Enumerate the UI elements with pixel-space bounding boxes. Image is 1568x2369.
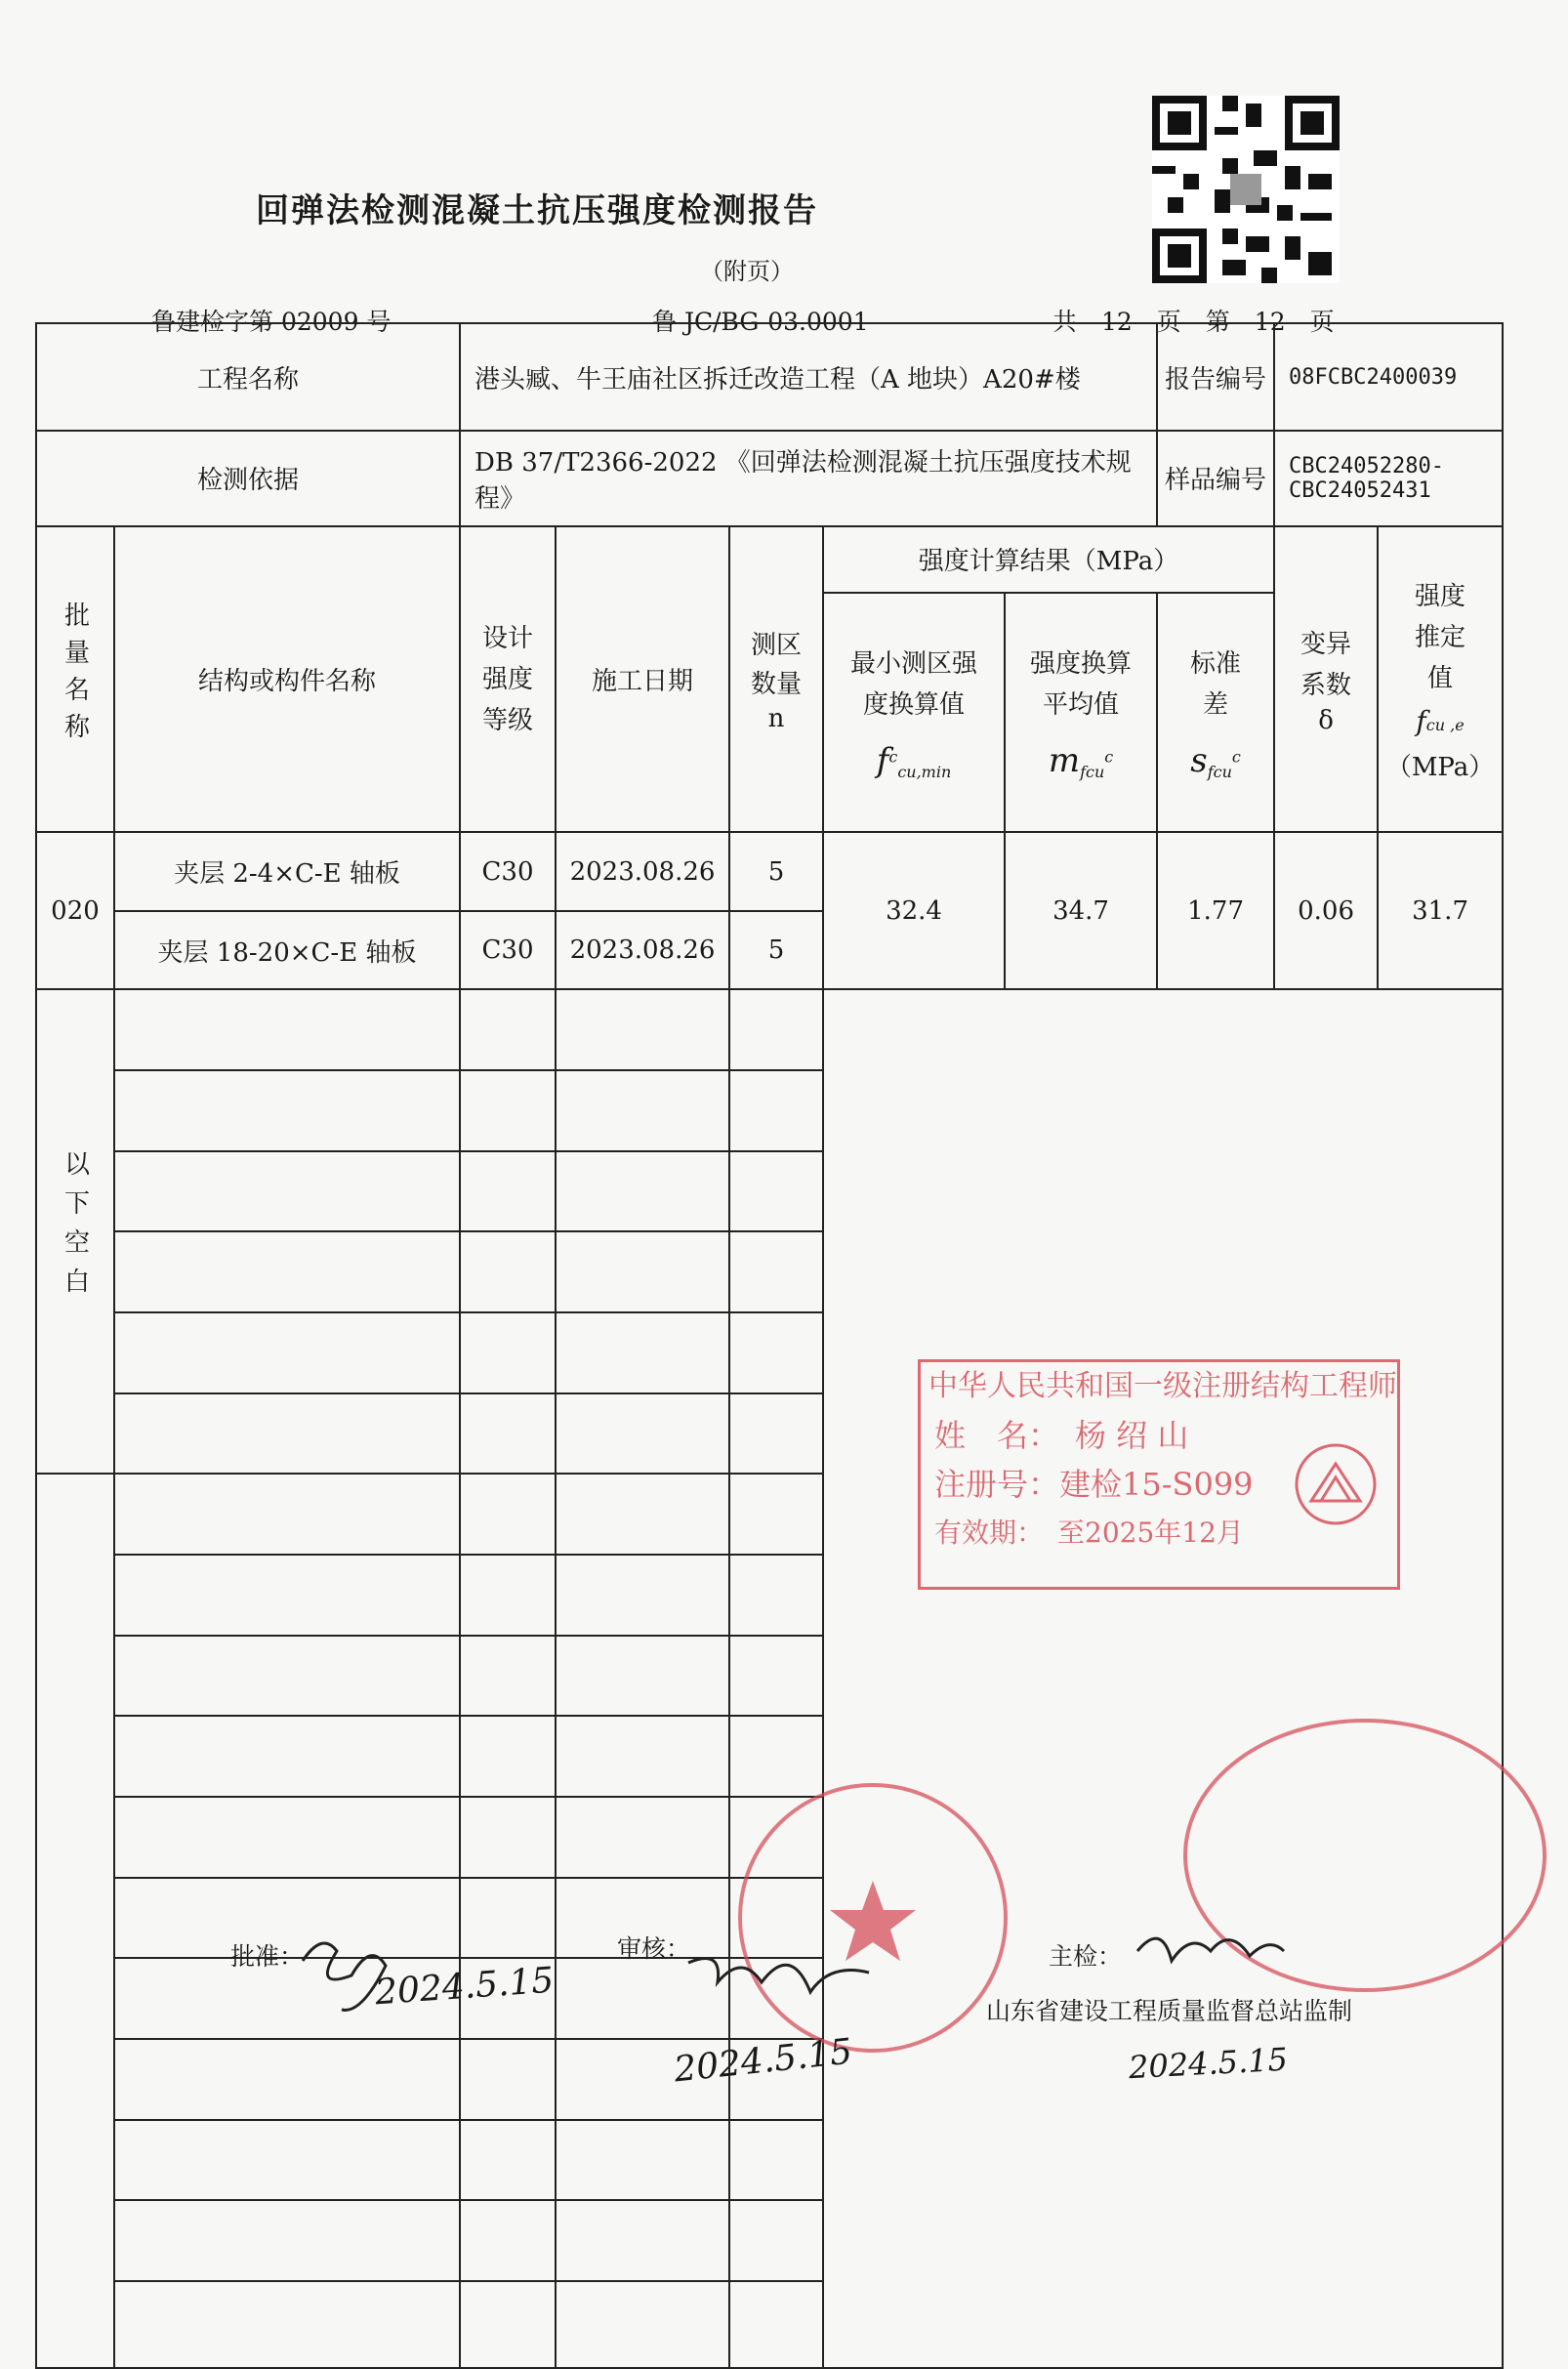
approve-label: 批准：	[230, 1942, 305, 1971]
blank-cell	[114, 2200, 460, 2281]
member-1: 夹层 2-4×C-E 轴板	[114, 832, 460, 911]
report-no-value: 08FCBC2400039	[1274, 323, 1503, 431]
col-min: 最小测区强度换算值 $f^c_{cu,min}$	[823, 593, 1005, 833]
supervisor-note: 山东省建设工程质量监督总站监制	[986, 1997, 1353, 2025]
col-std: 标准差 $s_{fcu}^c$	[1157, 593, 1274, 833]
project-value: 港头臧、牛王庙社区拆迁改造工程（A 地块）A20#楼	[460, 323, 1157, 431]
blank-cell	[114, 2120, 460, 2201]
basis-value: DB 37/T2366-2022 《回弹法检测混凝土抗压强度技术规程》	[460, 431, 1157, 525]
min-value: 32.4	[823, 832, 1005, 989]
blank-area	[823, 989, 1503, 2368]
est-value: 31.7	[1378, 832, 1503, 989]
qr-code-icon	[1152, 96, 1340, 283]
col-mean: 强度换算平均值 $m_{fcu}^c$	[1005, 593, 1157, 833]
count-2: 5	[729, 911, 823, 990]
grade-1: C30	[460, 832, 556, 911]
blank-cell	[114, 1070, 460, 1151]
engineer-emblem-icon	[1292, 1440, 1380, 1528]
sample-no-label: 样品编号	[1157, 431, 1274, 525]
col-est: 强度推定值 fcu ,e （MPa）	[1378, 526, 1503, 833]
col-calc-group: 强度计算结果（MPa）	[823, 526, 1274, 593]
col-date: 施工日期	[556, 526, 729, 833]
review-signature	[683, 1943, 879, 2031]
grade-2: C30	[460, 911, 556, 990]
mean-value: 34.7	[1005, 832, 1157, 989]
inspect-date: 2024.5.15	[1128, 2040, 1289, 2087]
engineer-stamp: 中华人民共和国一级注册结构工程师 姓 名： 杨 绍 山 注册号：建检15-S099 有效期： 至2025年12月	[918, 1359, 1400, 1590]
blank-cell	[114, 1716, 460, 1797]
approve-signature	[293, 1922, 400, 2019]
review-date: 2024.5.15	[672, 2031, 854, 2091]
blank-cell	[114, 1797, 460, 1878]
date-1: 2023.08.26	[556, 832, 729, 911]
blank-cell	[114, 1636, 460, 1717]
col-cov: 变异系数 δ	[1274, 526, 1378, 833]
approve-date: 2024.5.15	[373, 1960, 556, 2014]
blank-cell	[114, 989, 460, 1070]
std-value: 1.77	[1157, 832, 1274, 989]
col-member: 结构或构件名称	[114, 526, 460, 833]
blank-cell	[114, 1231, 460, 1312]
project-label: 工程名称	[36, 323, 460, 431]
report-no-label: 报告编号	[1157, 323, 1274, 431]
col-count: 测区数量 n	[729, 526, 823, 833]
basis-label: 检测依据	[36, 431, 460, 525]
cov-value: 0.06	[1274, 832, 1378, 989]
blank-cell	[114, 1555, 460, 1636]
blank-cell	[114, 2281, 460, 2368]
col-grade: 设计强度等级	[460, 526, 556, 833]
col-batch: 批量名称	[36, 526, 114, 833]
page-indicator: 共 12 页 第 12 页	[1052, 308, 1335, 336]
count-1: 5	[729, 832, 823, 911]
blank-cell	[114, 1151, 460, 1232]
blank-cell	[114, 1393, 460, 1475]
review-label: 审核：	[617, 1934, 691, 1963]
blank-note: 以下空白	[36, 989, 114, 1474]
blank-cell	[114, 2039, 460, 2120]
blank-cell	[114, 1312, 460, 1393]
blank-cell	[114, 1474, 460, 1555]
date-2: 2023.08.26	[556, 911, 729, 990]
member-2: 夹层 18-20×C-E 轴板	[114, 911, 460, 990]
cert-number: 鲁建检字第 02009 号	[151, 308, 392, 336]
page-title: 回弹法检测混凝土抗压强度检测报告	[256, 191, 818, 230]
batch-name: 020	[36, 832, 114, 989]
sample-no-value: CBC24052280-CBC24052431	[1274, 431, 1503, 525]
inspect-label: 主检：	[1049, 1942, 1123, 1971]
form-number: 鲁 JC/BG-03.0001	[652, 308, 869, 336]
page-subtitle: （附页）	[700, 258, 794, 285]
inspect-signature	[1133, 1922, 1289, 1990]
